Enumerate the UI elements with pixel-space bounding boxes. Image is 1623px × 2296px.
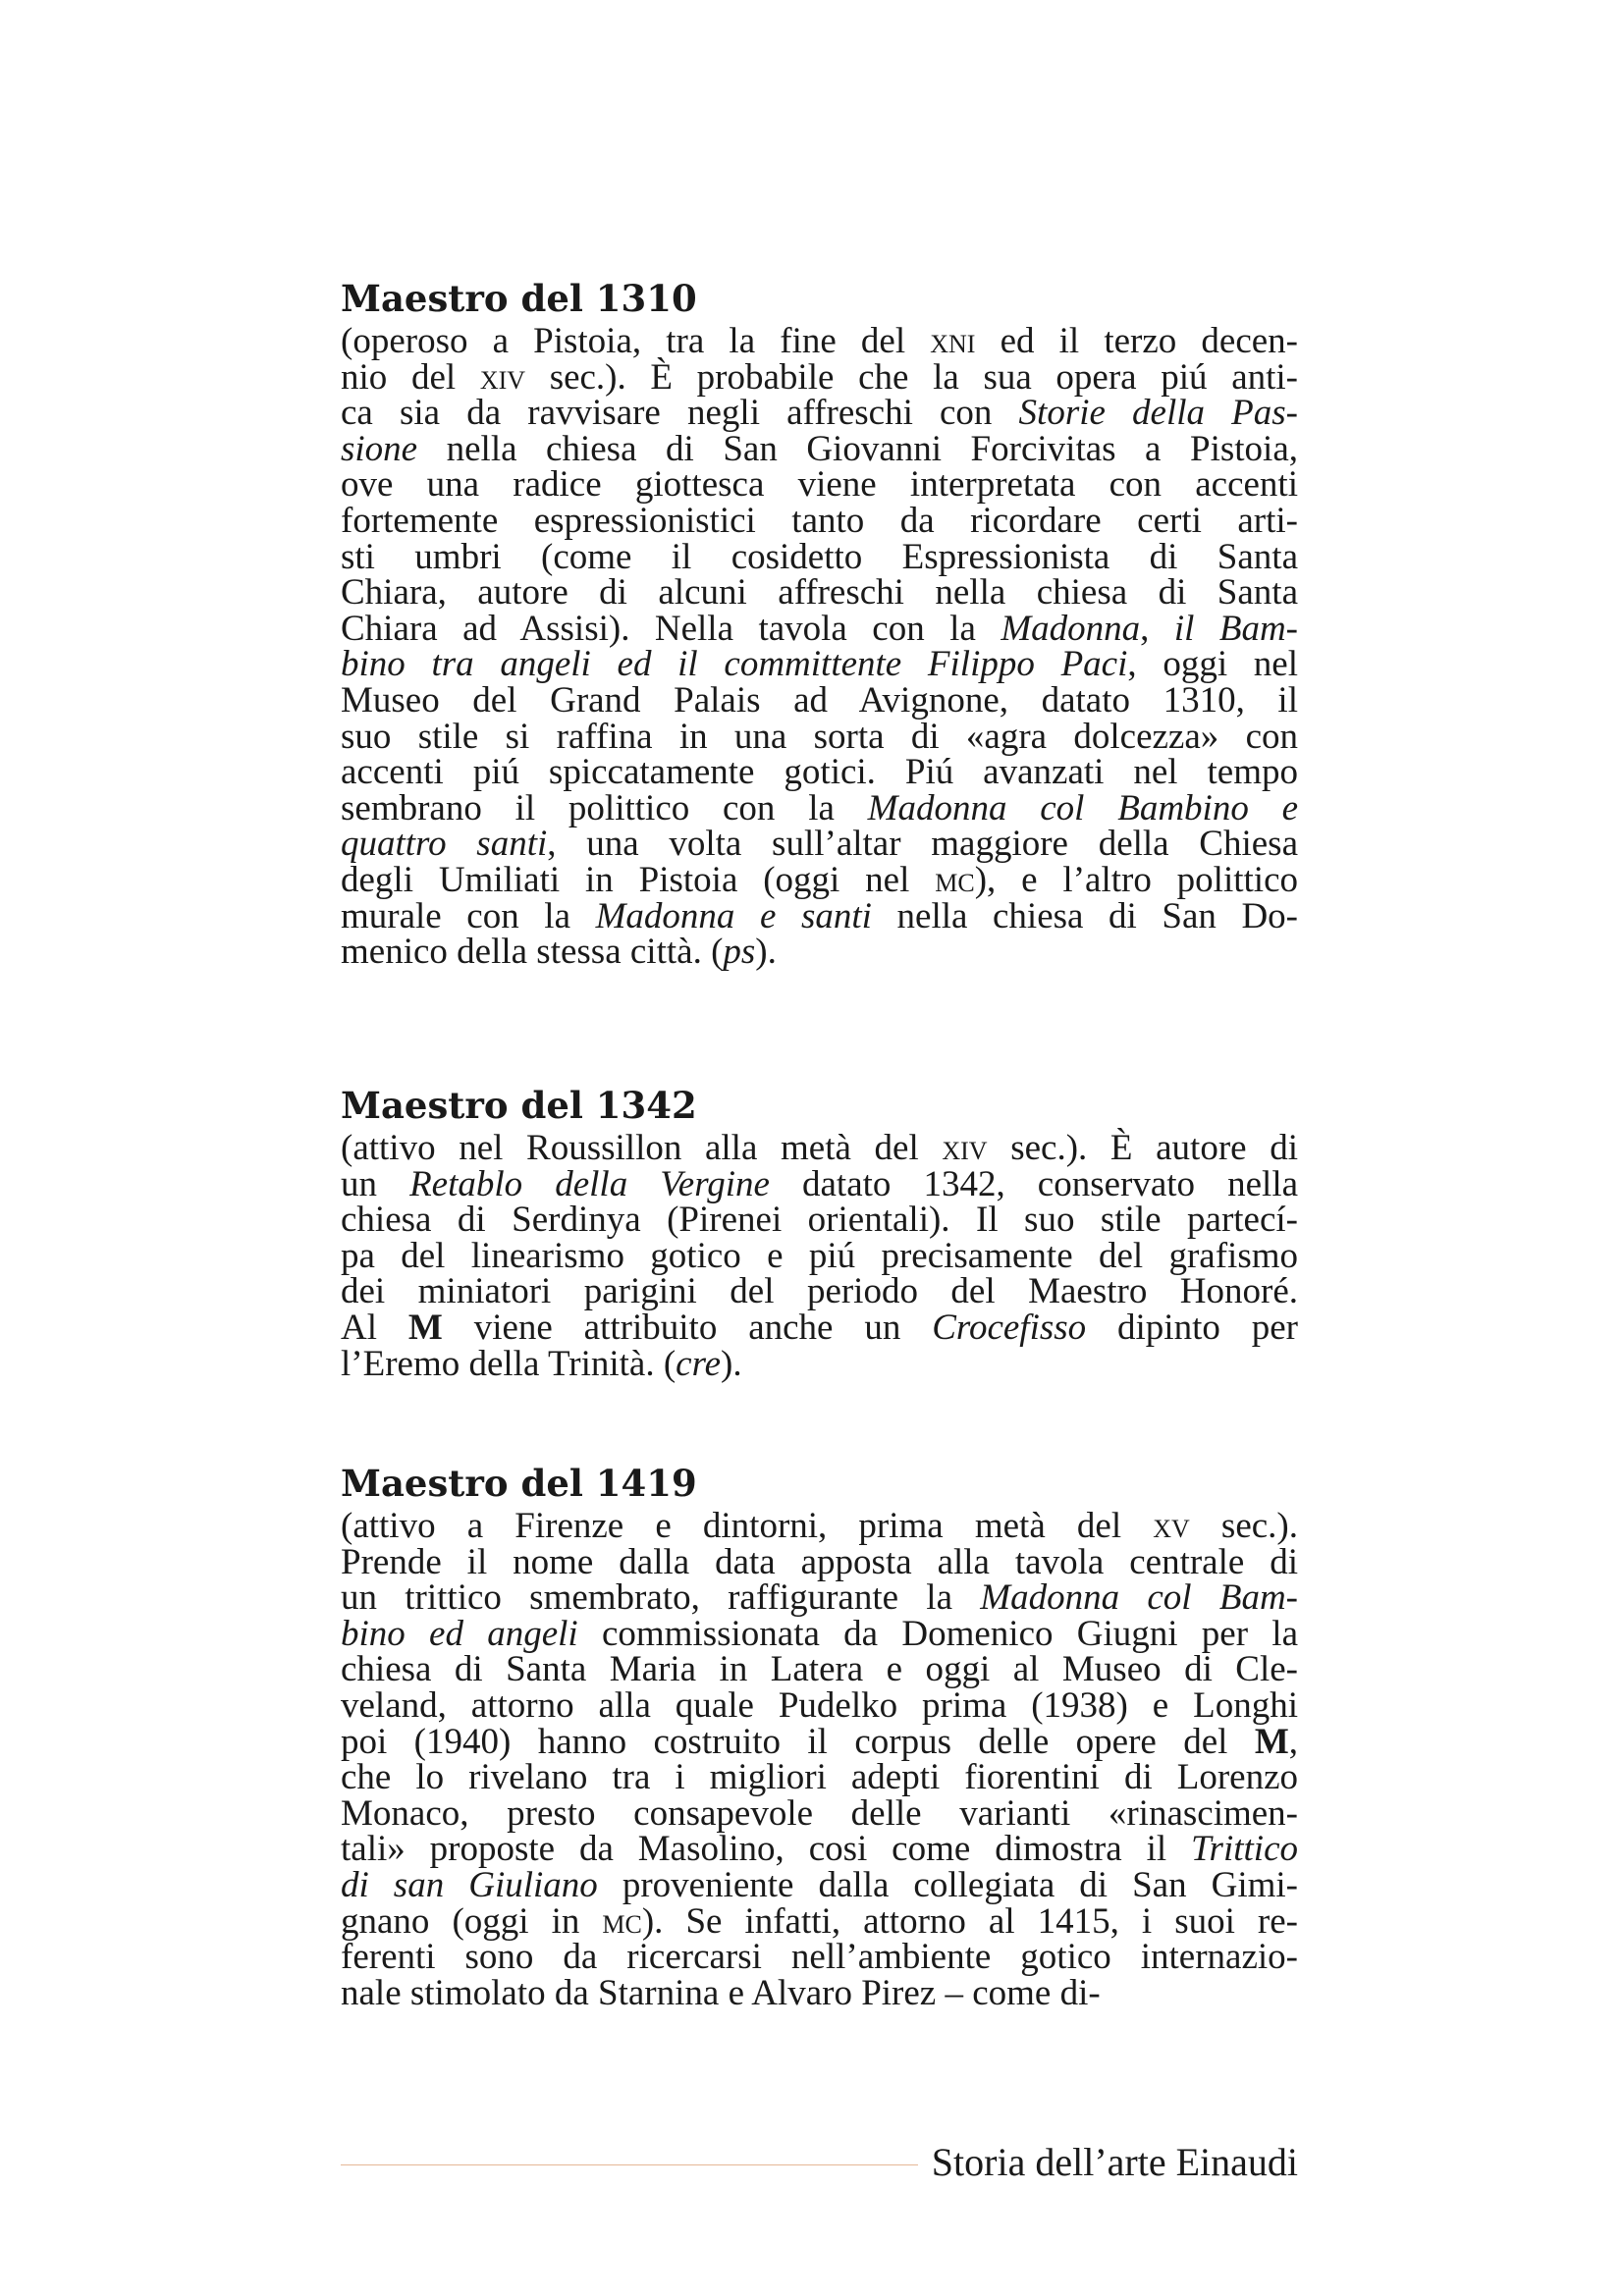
text-run: tali» proposte da Masolino, cosi come dimostra il <box>341 1829 1192 1870</box>
text-line <box>341 934 1298 971</box>
footer-rule <box>341 2164 918 2165</box>
entry-body <box>341 1506 1298 2013</box>
text-run: , oggi nel <box>1127 644 1298 685</box>
text-run: ps <box>723 932 756 973</box>
text-line <box>341 1972 1298 2013</box>
text-run: , una volta sull’altar maggiore della Chiesa <box>547 824 1299 865</box>
text-line <box>341 1792 1298 1834</box>
text-run: Prende il nome dalla data apposta alla tavola centrale di <box>341 1541 1298 1582</box>
text-run: murale con la <box>341 895 596 936</box>
text-run: un trittico smembrato, raffigurante la <box>341 1577 981 1619</box>
text-run: M <box>1254 1721 1289 1762</box>
text-run: cre <box>676 1343 722 1384</box>
text-run: dei miniatori parigini del periodo del Maestro Honoré. <box>341 1271 1298 1312</box>
text-line <box>341 1202 1298 1239</box>
text-run: Crocefisso <box>932 1307 1087 1348</box>
text-run: bino tra angeli ed il committente Filippo Paci <box>341 644 1128 685</box>
text-run: ferenti sono da ricercarsi nell’ambiente gotico internazio- <box>341 1937 1298 1978</box>
text-run: sec.). <box>1189 1506 1298 1546</box>
text-run: mc <box>602 1900 642 1942</box>
footer-title: Storia dell’arte Einaudi <box>931 2139 1298 2184</box>
text-line <box>341 895 1299 936</box>
text-run: gnano (oggi in <box>341 1900 603 1942</box>
text-run: proveniente dalla collegiata di San Gimi- <box>597 1864 1298 1905</box>
text-run: Storie della Pas- <box>1018 393 1298 434</box>
text-line <box>341 787 1299 828</box>
text-run: chiesa di Serdinya (Pirenei orientali). Il suo stile partecí- <box>341 1200 1298 1241</box>
entry-maestro-1310 <box>341 277 1298 971</box>
text-line <box>341 716 1298 757</box>
text-line <box>341 536 1298 577</box>
text-line <box>341 1235 1298 1276</box>
text-line <box>341 321 1298 361</box>
text-run: datato 1342, conservato nella <box>769 1163 1299 1204</box>
text-run: M <box>407 1307 443 1348</box>
text-run: ). <box>721 1343 742 1384</box>
text-run: accenti piú spiccatamente gotici. Piú avanzati nel tempo <box>341 752 1298 793</box>
text-line <box>341 464 1298 506</box>
text-run: xiv <box>942 1128 988 1168</box>
text-line <box>341 1864 1298 1905</box>
text-run: pa del linearismo gotico e piú precisamente del grafismo <box>341 1235 1298 1276</box>
text-run: veland, attorno alla quale Pudelko prima (1938) e Longhi <box>341 1684 1298 1726</box>
text-run: (operoso a Pistoia, tra la fine del <box>341 321 931 361</box>
text-line <box>341 824 1299 865</box>
text-line <box>341 679 1298 721</box>
text-run: un <box>341 1163 410 1204</box>
text-run: Monaco, presto consapevole delle varianti «rinascimen- <box>341 1792 1298 1834</box>
text-run: dipinto per <box>1086 1307 1298 1348</box>
text-line <box>341 1937 1298 1978</box>
text-run: viene attribuito anche un <box>442 1307 933 1348</box>
text-line <box>341 1649 1298 1690</box>
entry-maestro-1342 <box>341 1084 1298 1382</box>
text-line <box>341 500 1298 541</box>
text-run: Chiara, autore di alcuni affreschi nella chiesa di Santa <box>341 572 1298 614</box>
text-run: Al <box>341 1307 408 1348</box>
text-run: xni <box>930 321 976 361</box>
entry-body <box>341 321 1299 973</box>
text-run: sembrano il polittico con la <box>341 787 868 828</box>
text-line <box>341 1343 1298 1384</box>
text-run: ). Se infatti, attorno al 1415, i suoi re- <box>641 1900 1298 1942</box>
text-line <box>341 1541 1298 1582</box>
text-line <box>341 1271 1298 1312</box>
text-run: quattro santi <box>341 824 548 865</box>
text-line <box>341 1757 1298 1798</box>
entry-body <box>341 1128 1299 1384</box>
text-run: sec.). È autore di <box>987 1128 1298 1168</box>
text-line <box>341 1128 1298 1168</box>
text-line <box>341 859 1298 900</box>
text-run: , <box>1288 1721 1298 1762</box>
text-line <box>341 1900 1298 1942</box>
text-run: ed il terzo decen- <box>975 321 1298 361</box>
text-run: il Bam- <box>1173 608 1299 649</box>
text-line <box>341 1163 1299 1204</box>
text-line <box>341 356 1298 398</box>
text-run: mc <box>935 859 975 900</box>
text-run: nio del <box>341 356 480 398</box>
page-footer <box>341 2138 1298 2185</box>
text-run: menico della stessa città. ( <box>341 932 724 973</box>
text-run: degli Umiliati in Pistoia (oggi nel <box>341 859 936 900</box>
text-line <box>341 1721 1298 1762</box>
text-line <box>341 1307 1298 1348</box>
text-line <box>341 1829 1298 1870</box>
text-run: sec.). È probabile che la sua opera piú anti- <box>525 356 1298 398</box>
text-line <box>341 1577 1298 1619</box>
text-run: ), e l’altro polittico <box>974 859 1298 900</box>
text-run: suo stile si raffina in una sorta di «agra dolcezza» con <box>341 716 1298 757</box>
text-run: ove una radice giottesca viene interpretata con accenti <box>341 464 1298 506</box>
text-run: Trittico <box>1191 1829 1298 1870</box>
entry-heading: Maestro del 1419 <box>341 1462 697 1505</box>
text-run: sione <box>341 428 418 469</box>
text-line <box>341 752 1298 793</box>
text-line <box>341 1613 1298 1654</box>
text-run: Retablo della Vergine <box>409 1163 770 1204</box>
text-line <box>341 1684 1298 1726</box>
text-run: poi (1940) hanno costruito il corpus delle opere del <box>341 1721 1255 1762</box>
text-run: (attivo a Firenze e dintorni, prima metà del <box>341 1506 1154 1546</box>
entry-heading: Maestro del 1342 <box>341 1084 697 1127</box>
text-run: Madonna col Bam- <box>980 1577 1298 1619</box>
text-run: sti umbri (come il cosidetto Espressionista di Santa <box>341 536 1298 577</box>
text-run: ). <box>755 932 777 973</box>
text-run: che lo rivelano tra i migliori adepti fiorentini di Lorenzo <box>341 1757 1298 1798</box>
text-line <box>341 608 1299 649</box>
entry-maestro-1419 <box>341 1462 1298 2011</box>
text-line <box>341 428 1298 469</box>
text-run: di san Giuliano <box>341 1864 598 1905</box>
text-run: Madonna e santi <box>595 895 872 936</box>
text-line <box>341 644 1298 685</box>
text-run: chiesa di Santa Maria in Latera e oggi al Museo di Cle- <box>341 1649 1298 1690</box>
text-run: Chiara ad Assisi). Nella tavola con la <box>341 608 1001 649</box>
text-run: nella chiesa di San Do- <box>871 895 1299 936</box>
text-run: commissionata da Domenico Giugni per la <box>577 1613 1298 1654</box>
entry-heading: Maestro del 1310 <box>341 277 697 320</box>
text-run: , <box>1140 608 1174 649</box>
text-run: l’Eremo della Trinità. ( <box>341 1343 676 1384</box>
text-run: nale stimolato da Starnina e Alvaro Pirez – come di- <box>341 1972 1101 2013</box>
text-line <box>341 393 1298 434</box>
text-run: Madonna col Bambino e <box>867 787 1299 828</box>
text-line <box>341 1506 1298 1546</box>
text-run: (attivo nel Roussillon alla metà del <box>341 1128 943 1168</box>
text-run: Museo del Grand Palais ad Avignone, datato 1310, il <box>341 679 1298 721</box>
text-run: bino ed angeli <box>341 1613 578 1654</box>
text-run: xv <box>1153 1506 1190 1546</box>
text-run: nella chiesa di San Giovanni Forcivitas a Pistoia, <box>417 428 1298 469</box>
text-run: ca sia da ravvisare negli affreschi con <box>341 393 1019 434</box>
text-run: xiv <box>479 356 526 398</box>
text-run: Madonna <box>1001 608 1141 649</box>
text-line <box>341 572 1298 614</box>
text-run: fortemente espressionistici tanto da ricordare certi arti- <box>341 500 1298 541</box>
